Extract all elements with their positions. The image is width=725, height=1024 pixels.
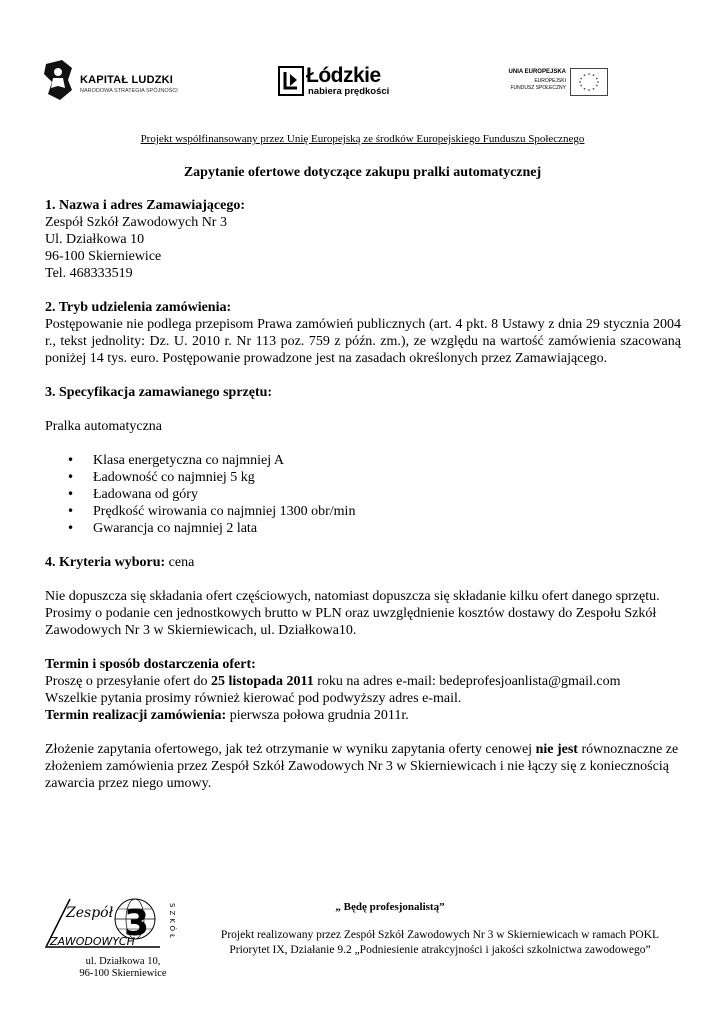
terms-line1-end: roku na adres e-mail: bedeprofesjoanlista@gmail.com — [313, 674, 621, 689]
project-cofinancing-line: Projekt współfinansowany przez Unię Europejską ze środków Europejskiego Funduszu Społecznego — [140, 133, 585, 145]
eu-flag-icon — [570, 68, 608, 96]
spec-list-item: • Klasa energetyczna co najmniej A — [93, 452, 681, 469]
section2-text: Postępowanie nie podlega przepisom Prawa zamówień publicznych (art. 4 pkt. 8 Ustawy z dnia 29 stycznia 2004 r., tekst jednolity: Dz. U. 2010 r. Nr 113 poz. 759 z późn. zm.), ze względu na wartość zamówienia szacowaną poniżej 14 tys. euro. Postępowanie prowadzone jest na zasadach określonych przez Zamawiającego. — [45, 317, 681, 366]
section4-para1: Nie dopuszcza się składania ofert częściowych, natomiast dopuszcza się składanie kilku ofert danego sprzętu. — [45, 589, 660, 604]
closing-start: Złożenie zapytania ofertowego, jak też otrzymanie w wyniku zapytania oferty cenowej — [45, 742, 536, 757]
realization-label: Termin realizacji zamówienia: — [45, 708, 227, 723]
document-body — [45, 197, 681, 792]
eu-logo — [508, 66, 608, 98]
lodzkie-emblem-icon — [278, 66, 304, 96]
closing-paragraph — [45, 741, 681, 792]
footer-address-line2: 96-100 Skierniewice — [79, 968, 167, 979]
spec-list-item: • Ładowana od góry — [93, 486, 681, 503]
zsz3-school-logo — [40, 893, 190, 953]
eu-line2: EUROPEJSKI — [534, 78, 566, 84]
document-title: Zapytanie ofertowe dotyczące zakupu pralki automatycznej — [183, 165, 542, 180]
closing-bold: nie jest — [535, 742, 578, 757]
terms-line2: Wszelkie pytania prosimy również kierować pod podwyższy adres e-mail. — [45, 691, 462, 706]
address-line: 96-100 Skierniewice — [45, 249, 162, 264]
section2-heading: 2. Tryb udzielenia zamówienia: — [45, 300, 232, 315]
section4-value: cena — [165, 555, 195, 570]
footer-project-line2: Priorytet IX, Działanie 9.2 „Podniesienie atrakcyjności i jakości szkolnictwa zawodowego” — [229, 944, 651, 956]
kapital-ludzki-subtitle: NARODOWA STRATEGIA SPÓJNOŚCI — [80, 88, 178, 94]
closing-end: równoznaczne ze złożeniem zamówienia przez Zespół Szkół Zawodowych Nr 3 w Skierniewicach i nie łączy się z koniecznością zawarcia przez niego umowy. — [45, 742, 679, 791]
spec-list — [45, 452, 681, 537]
address-line: Zespół Szkół Zawodowych Nr 3 — [45, 215, 227, 230]
kapital-ludzki-emblem-icon — [42, 58, 76, 102]
section4-para2: Prosimy o podanie cen jednostkowych brutto w PLN oraz uwzględnienie kosztów dostawy do Zespołu Szkół Zawodowych Nr 3 w Skierniewicach, ul. Działkowa10. — [45, 606, 657, 638]
section3-heading: 3. Specyfikacja zamawianego sprzętu: — [45, 385, 273, 400]
footer-project-info — [190, 928, 690, 958]
section3-item: Pralka automatyczna — [45, 419, 163, 434]
lodzkie-logo — [278, 64, 398, 102]
lodzkie-title: Łódzkie — [306, 64, 381, 87]
kapital-ludzki-title: KAPITAŁ LUDZKI — [80, 74, 174, 86]
logo-word-szkol: SZKÓŁ — [168, 903, 176, 941]
lodzkie-subtitle: nabiera prędkości — [308, 86, 390, 97]
logo-word-zespol: Zespół — [66, 905, 114, 921]
logo-number: 3 — [124, 903, 150, 944]
footer-motto: „ Będę profesjonalistą” — [335, 901, 445, 913]
kapital-ludzki-logo — [42, 58, 192, 102]
terms-line1-start: Proszę o przesyłanie ofert do — [45, 674, 211, 689]
terms-line1 — [45, 673, 681, 690]
deadline-date: 25 listopada 2011 — [211, 674, 314, 689]
section4-heading: 4. Kryteria wyboru: — [45, 555, 166, 570]
spec-list-item: • Gwarancja co najmniej 2 lata — [93, 520, 681, 537]
terms-heading: Termin i sposób dostarczenia ofert: — [45, 657, 256, 672]
eu-line1: UNIA EUROPEJSKA — [508, 69, 566, 75]
eu-line3: FUNDUSZ SPOŁECZNY — [510, 85, 566, 91]
address-line: Tel. 468333519 — [45, 266, 133, 281]
spec-list-item: • Ładowność co najmniej 5 kg — [93, 469, 681, 486]
address-line: Ul. Działkowa 10 — [45, 232, 145, 247]
section1-heading: 1. Nazwa i adres Zamawiającego: — [45, 198, 245, 213]
section4-line — [45, 554, 681, 571]
terms-line3 — [45, 707, 681, 724]
zsz3-emblem-icon — [40, 893, 190, 953]
realization-value: pierwsza połowa grudnia 2011r. — [226, 708, 409, 723]
logo-word-zawodowych: ZAWODOWYCH — [50, 935, 135, 948]
footer-project-line1: Projekt realizowany przez Zespół Szkół Zawodowych Nr 3 w Skierniewicach w ramach POKL — [220, 929, 660, 941]
spec-list-item: • Prędkość wirowania co najmniej 1300 obr/min — [93, 503, 681, 520]
footer-address — [48, 956, 198, 980]
footer-address-line1: ul. Działkowa 10, — [85, 956, 161, 967]
